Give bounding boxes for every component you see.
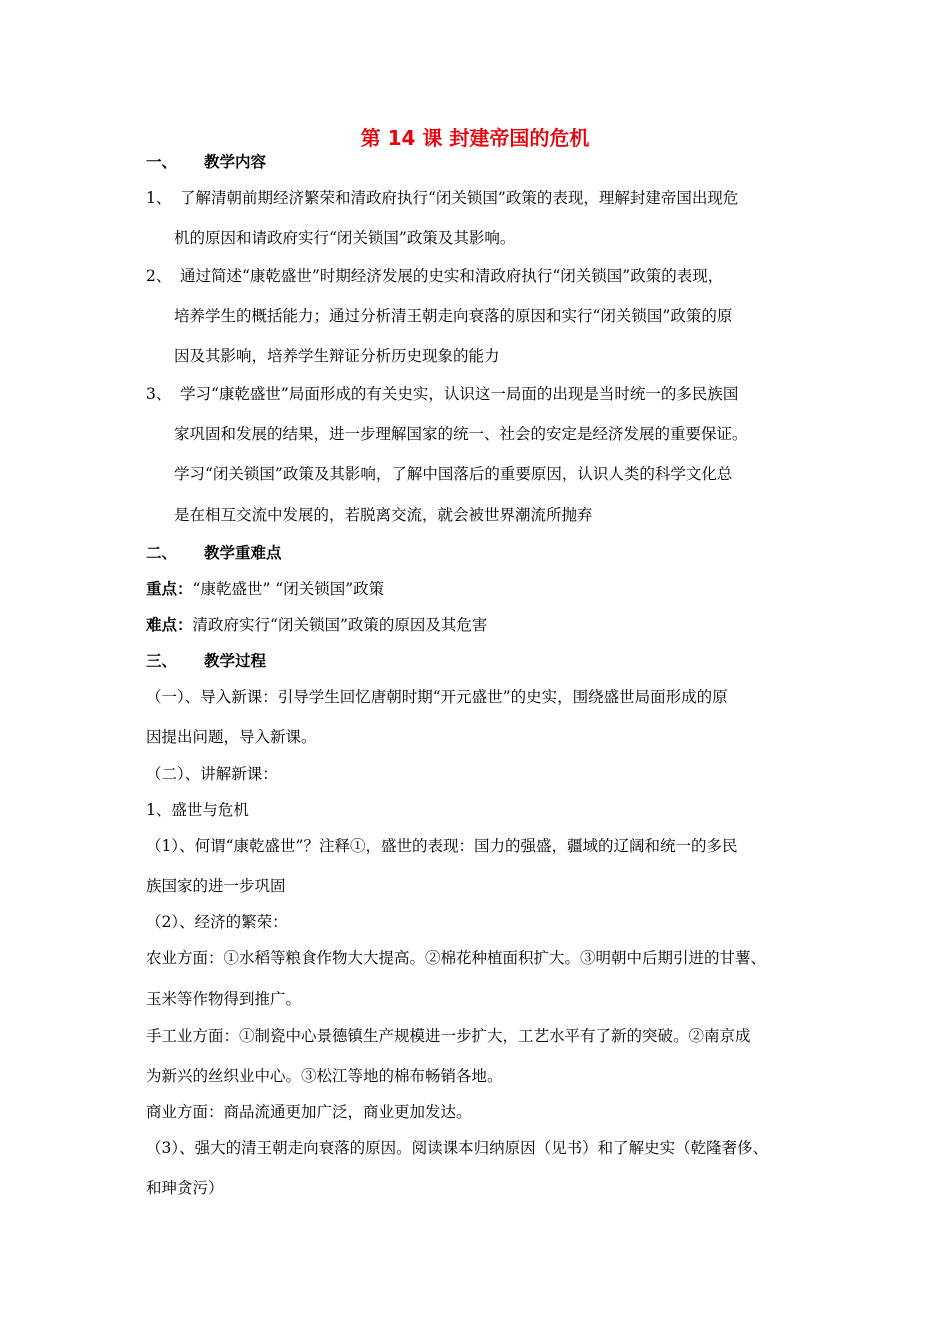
agriculture-line-2: 玉米等作物得到推广。 xyxy=(146,990,302,1008)
subsection-heading: 1、盛世与危机 xyxy=(146,801,249,819)
objective-2-line-2: 培养学生的概括能力；通过分析清王朝走向衰落的原因和实行“闭关锁国”政策的原 xyxy=(174,307,733,325)
process-intro-line-2: 因提出问题，导入新课。 xyxy=(146,728,317,746)
difficulty-text: 清政府实行“闭关锁国”政策的原因及其危害 xyxy=(192,616,488,634)
objective-1-line-2: 机的原因和请政府实行“闭关锁国”政策及其影响。 xyxy=(174,229,516,247)
objective-3-line-3: 学习“闭关锁国”政策及其影响，了解中国落后的重要原因，认识人类的科学文化总 xyxy=(174,465,733,483)
objective-3-line-2: 家巩固和发展的结果，进一步理解国家的统一、社会的安定是经济发展的重要保证。 xyxy=(174,425,748,443)
agriculture-line-1: 农业方面：①水稻等粮食作物大大提高。②棉花种植面积扩大。③明朝中后期引进的甘薯、 xyxy=(146,949,767,967)
difficulty-line xyxy=(146,615,487,635)
decline-line-2: 和珅贪污） xyxy=(146,1179,224,1197)
process-lecture-heading: （二）、讲解新课： xyxy=(146,765,278,783)
list-number: 3、 xyxy=(146,385,172,403)
objective-2-line-1 xyxy=(146,266,723,286)
section-number: 一、 xyxy=(146,152,178,171)
section-label: 教学过程 xyxy=(204,651,267,670)
section-number: 三、 xyxy=(146,651,178,670)
objective-3-line-1 xyxy=(146,384,738,404)
difficulty-label: 难点： xyxy=(146,615,193,634)
paragraph-text: 学习“康乾盛世”局面形成的有关史实，认识这一局面的出现是当时统一的多民族国 xyxy=(180,385,739,403)
list-number: 1、 xyxy=(146,189,172,207)
section-heading-process xyxy=(146,651,266,671)
document-title: 第 14 课 封建帝国的危机 xyxy=(360,126,590,150)
decline-line-1: （3）、强大的清王朝走向衰落的原因。阅读课本归纳原因（见书）和了解史实（乾隆奢侈、 xyxy=(146,1139,769,1157)
objective-1-line-1 xyxy=(146,188,738,208)
key-point-label: 重点： xyxy=(146,579,193,598)
paragraph-text: 了解清朝前期经济繁荣和清政府执行“闭关锁国”政策的表现，理解封建帝国出现危 xyxy=(180,189,739,207)
objective-3-line-4: 是在相互交流中发展的，若脱离交流，就会被世界潮流所抛弃 xyxy=(174,506,593,524)
economy-heading: （2）、经济的繁荣： xyxy=(146,913,288,931)
key-point-line xyxy=(146,579,384,599)
process-intro-line-1: （一）、导入新课：引导学生回忆唐朝时期“开元盛世”的史实，围绕盛世局面形成的原 xyxy=(146,688,728,706)
commerce-line: 商业方面：商品流通更加广泛，商业更加发达。 xyxy=(146,1103,472,1121)
section-number: 二、 xyxy=(146,543,178,562)
list-number: 2、 xyxy=(146,267,172,285)
section-label: 教学重难点 xyxy=(204,543,282,562)
objective-2-line-3: 因及其影响，培养学生辩证分析历史现象的能力 xyxy=(174,347,500,365)
paragraph-text: 通过简述“康乾盛世”时期经济发展的史实和清政府执行“闭关锁国”政策的表现， xyxy=(180,267,724,285)
section-heading-content xyxy=(146,152,266,172)
section-heading-keypoints xyxy=(146,543,282,563)
handicraft-line-2: 为新兴的丝织业中心。③松江等地的棉布畅销各地。 xyxy=(146,1067,503,1085)
kangqian-line-2: 族国家的进一步巩固 xyxy=(146,877,286,895)
key-point-text: “康乾盛世” “闭关锁国”政策 xyxy=(192,580,385,598)
handicraft-line-1: 手工业方面：①制瓷中心景德镇生产规模进一步扩大，工艺水平有了新的突破。②南京成 xyxy=(146,1027,751,1045)
section-label: 教学内容 xyxy=(204,152,267,171)
kangqian-line-1: （1）、何谓“康乾盛世”？注释①，盛世的表现：国力的强盛，疆域的辽阔和统一的多民 xyxy=(146,837,738,855)
